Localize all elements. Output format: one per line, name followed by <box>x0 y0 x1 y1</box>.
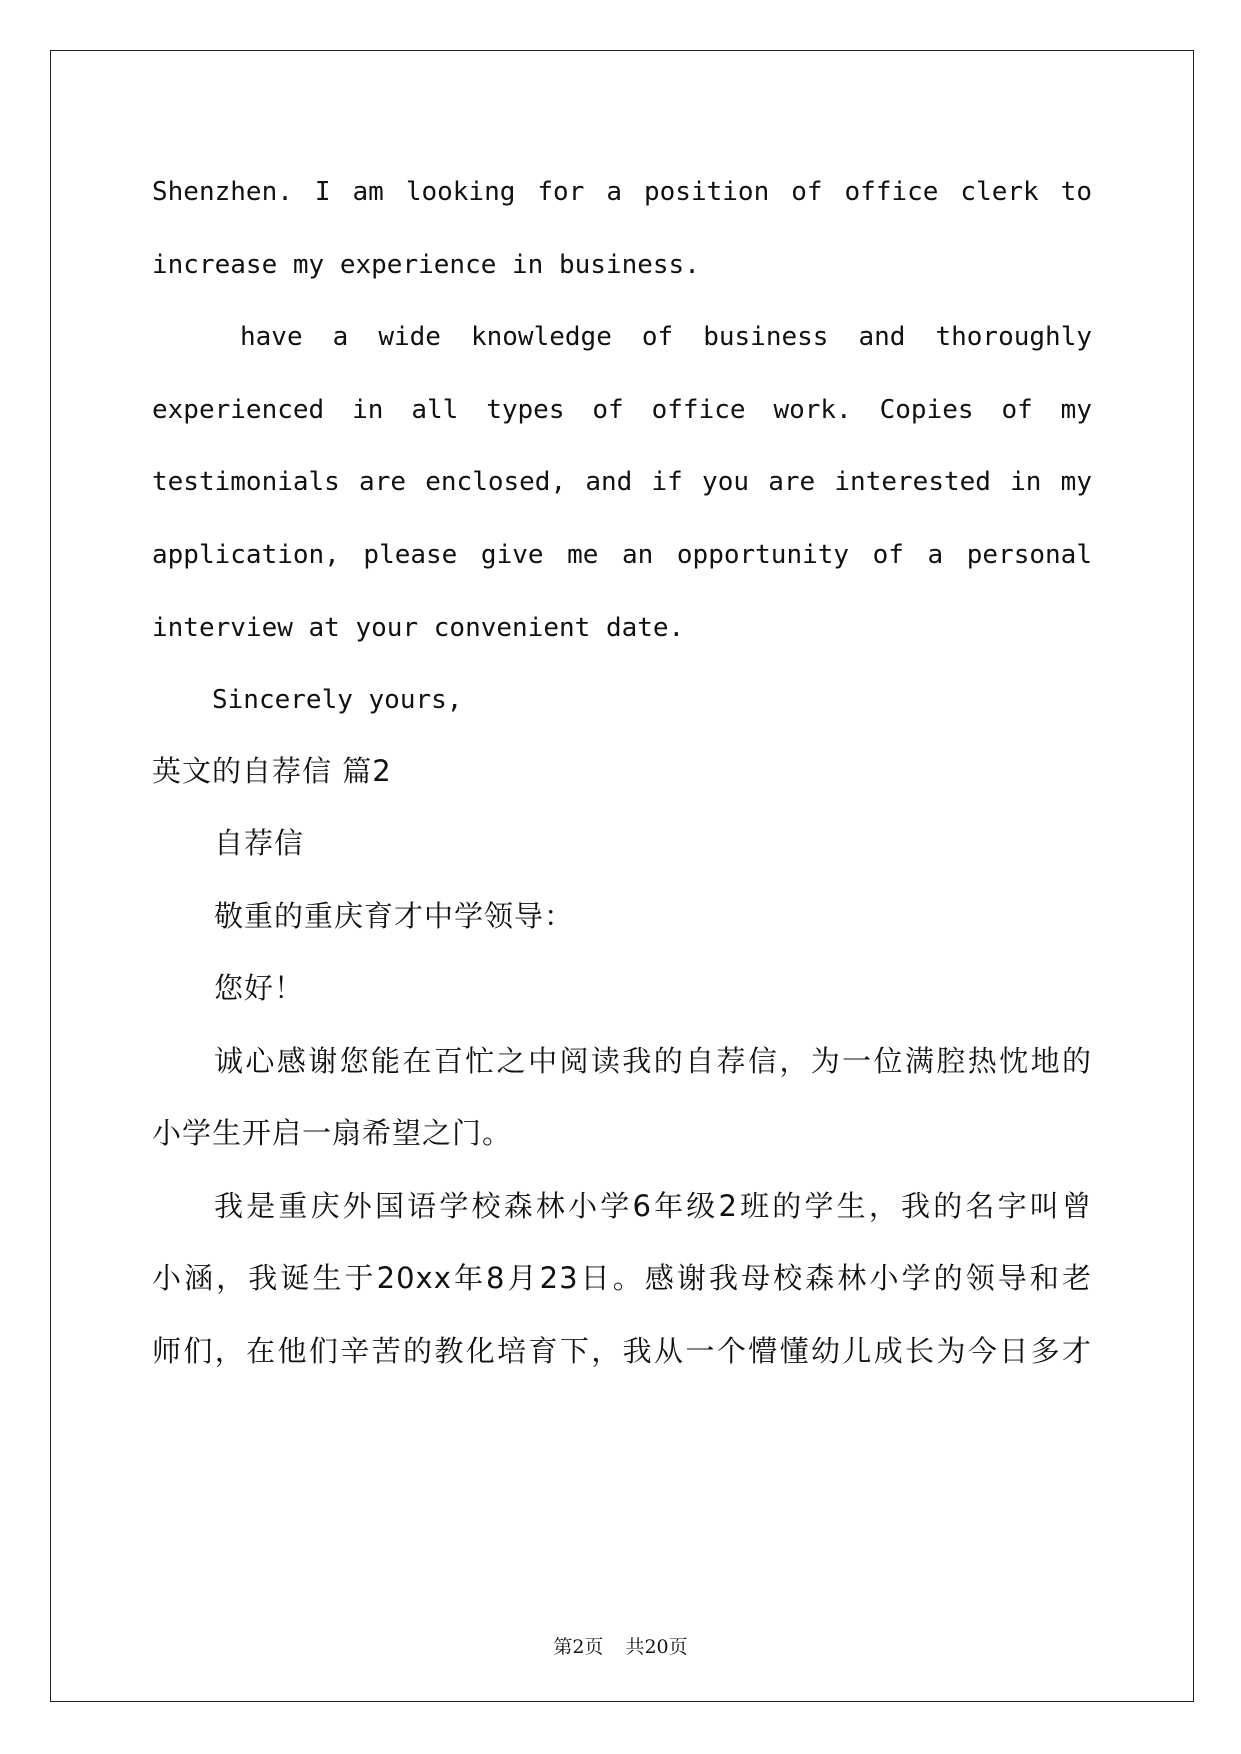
page-border <box>50 50 1194 1702</box>
body-line-1: Shenzhen. I am looking for a position of office clerk to <box>152 177 1092 207</box>
greeting: 您好！ <box>214 971 305 1005</box>
body-line-cn-2: 小学生开启一扇希望之门。 <box>152 1116 513 1150</box>
body-line-2: increase my experience in business. <box>152 250 700 280</box>
body-line-5: testimonials are enclosed, and if you are interested in my <box>152 467 1092 497</box>
page-total: 共20页 <box>625 1636 688 1658</box>
closing-line: Sincerely yours, <box>212 685 463 715</box>
body-line-4: experienced in all types of office work. Copies of my <box>152 395 1092 425</box>
salutation: 敬重的重庆育才中学领导： <box>214 899 575 933</box>
body-line-cn-1: 诚心感谢您能在百忙之中阅读我的自荐信，为一位满腔热忱地的 <box>214 1044 1092 1078</box>
body-line-3: have a wide knowledge of business and thoroughly <box>240 322 1092 352</box>
body-line-7: interview at your convenient date. <box>152 613 685 643</box>
section-heading: 英文的自荐信 篇2 <box>152 754 392 788</box>
body-line-cn-3: 我是重庆外国语学校森林小学6年级2班的学生，我的名字叫曾 <box>214 1189 1092 1223</box>
page-footer <box>0 1632 1241 1659</box>
page-number: 第2页 <box>553 1636 604 1658</box>
body-line-6: application, please give me an opportunity of a personal <box>152 540 1092 570</box>
letter-title: 自荐信 <box>214 826 305 860</box>
body-line-cn-4: 小涵，我诞生于20xx年8月23日。感谢我母校森林小学的领导和老 <box>152 1261 1092 1295</box>
body-line-cn-5: 师们，在他们辛苦的教化培育下，我从一个懵懂幼儿成长为今日多才 <box>152 1334 1092 1368</box>
